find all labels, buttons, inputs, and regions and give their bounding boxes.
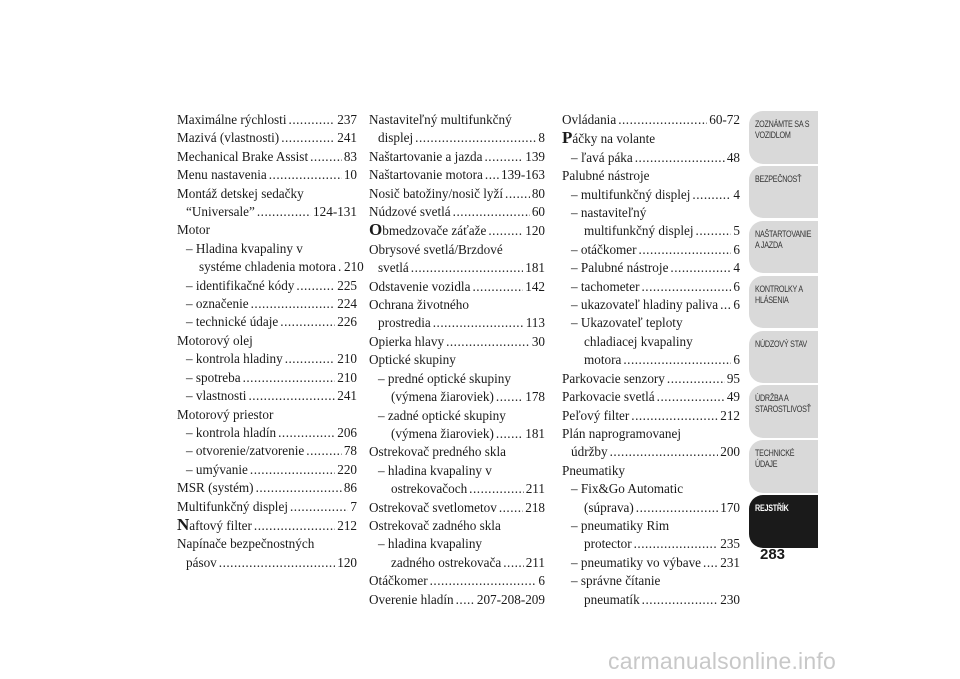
leader-dots [503, 554, 523, 572]
index-entry [562, 388, 740, 406]
index-entry [369, 480, 545, 498]
chapter-tab-label: NÚDZOVÝ STAV [755, 338, 807, 349]
index-entry [562, 278, 740, 296]
index-entry-text: – hladina kvapaliny v [378, 462, 492, 478]
leader-dots [499, 499, 523, 517]
index-entry [562, 407, 740, 425]
chapter-tab-label: ÚDRŽBA A STAROSTLIVOSŤ [755, 393, 811, 415]
leader-dots [280, 313, 335, 331]
index-entry [562, 241, 740, 259]
index-entry-text: – Palubné nástroje [571, 260, 669, 276]
leader-dots [618, 111, 707, 129]
index-entry-text: Mechanical Brake Assist [177, 148, 309, 164]
index-entry-text: Motor [177, 222, 210, 238]
index-entry [562, 535, 740, 553]
index-entry [562, 591, 740, 609]
index-entry-text: Napínače bezpečnostných [177, 536, 315, 552]
index-entry-text: Overenie hladín [369, 591, 454, 607]
chapter-tab[interactable] [749, 111, 818, 164]
leader-dots [306, 442, 342, 460]
leader-dots [696, 222, 732, 240]
index-entry [177, 516, 357, 535]
leader-dots [446, 333, 530, 351]
index-entry-text: Optické skupiny [369, 352, 456, 368]
index-entry-text: “Universale” [186, 204, 255, 220]
leader-dots [635, 149, 725, 167]
index-entry-page: 178 [525, 389, 545, 405]
index-entry-text: – označenie [186, 296, 249, 312]
index-entry [177, 424, 357, 442]
leader-dots [623, 351, 731, 369]
index-entry-text: Ostrekovač svetlometov [369, 499, 497, 515]
index-entry-text: Nastaviteľný multifunkčný [369, 112, 512, 127]
leader-dots [257, 203, 311, 221]
index-entry-text: Multifunkčný displej [177, 498, 288, 514]
index-entry-text: – tachometer [571, 278, 640, 294]
index-entry [562, 296, 740, 314]
leader-dots [243, 369, 336, 387]
index-entry-text: – zadné optické skupiny [378, 407, 506, 423]
index-entry [369, 333, 545, 351]
index-entry [562, 425, 740, 443]
index-entry [369, 296, 545, 314]
index-entry-text: multifunkčný displej [584, 223, 694, 239]
index-entry [177, 240, 357, 258]
index-entry-text: Palubné nástroje [562, 168, 650, 184]
index-entry-page: 210 [337, 369, 357, 385]
leader-dots [636, 499, 718, 517]
index-entry-page: 212 [337, 517, 357, 533]
index-entry-text: Odstavenie vozidla [369, 278, 471, 294]
index-entry [177, 535, 357, 553]
index-entry-page: 241 [337, 130, 357, 146]
index-entry-page: 211 [525, 481, 545, 497]
index-entry [177, 406, 357, 424]
index-entry-text: – spotreba [186, 369, 241, 385]
index-entry [177, 221, 357, 239]
index-entry-text [562, 129, 655, 148]
leader-dots [254, 517, 335, 535]
index-entry-text: ostrekovačoch [391, 481, 468, 497]
index-entry [177, 387, 357, 405]
index-entry-text: Pneumatiky [562, 462, 626, 478]
index-entry [369, 370, 545, 388]
leader-dots [657, 388, 725, 406]
index-entry-text: svetlá [378, 260, 409, 276]
leader-dots [250, 461, 335, 479]
index-entry [369, 517, 545, 535]
index-entry-page: 181 [525, 425, 545, 441]
index-entry-text: – otvorenie/zatvorenie [186, 443, 305, 459]
index-entry-page: 220 [337, 461, 357, 477]
index-entry-page: 60 [531, 204, 545, 220]
index-column-3 [562, 111, 740, 609]
index-entry-page: 60-72 [709, 112, 740, 127]
chapter-tab-sidebar [749, 111, 818, 550]
index-entry-text: – pneumatiky vo výbave [571, 554, 702, 570]
index-entry [562, 129, 740, 148]
leader-dots [641, 278, 731, 296]
index-entry [177, 479, 357, 497]
chapter-tab-label: NAŠTARTOVANIE A JAZDA [755, 228, 812, 250]
index-column-2 [369, 111, 545, 609]
chapter-tab[interactable] [749, 221, 818, 274]
index-entry-page: 6 [733, 352, 740, 368]
index-entry-text: chladiacej kvapaliny [584, 333, 693, 349]
index-entry-page: 211 [525, 554, 545, 570]
index-entry [177, 295, 357, 313]
index-entry-page: 30 [531, 333, 545, 349]
index-entry [177, 258, 364, 276]
leader-dots [670, 259, 731, 277]
index-entry [562, 167, 740, 185]
index-entry [177, 129, 357, 147]
chapter-tab[interactable] [749, 495, 818, 548]
index-entry [369, 129, 545, 147]
index-entry [177, 350, 357, 368]
index-entry-rest: áčky na volante [572, 131, 656, 147]
index-entry [369, 278, 545, 296]
index-entry-text: – kontrola hladín [186, 424, 277, 440]
index-entry [562, 204, 740, 222]
index-entry [369, 241, 545, 259]
index-entry-page: 120 [337, 554, 357, 570]
index-entry [177, 332, 357, 350]
chapter-tab-label: ZOZNÁMTE SA S VOZIDLOM [755, 119, 810, 140]
index-entry-text: – otáčkomer [571, 241, 637, 257]
index-entry [369, 221, 545, 240]
index-entry [177, 148, 357, 166]
index-entry [177, 442, 357, 460]
index-entry [369, 591, 545, 609]
index-entry-page: 49 [726, 389, 740, 405]
index-entry-page: 86 [343, 480, 357, 496]
index-entry-page: 225 [337, 277, 357, 293]
leader-dots [411, 259, 523, 277]
index-entry-text: protector [584, 536, 632, 552]
leader-dots [256, 479, 342, 497]
index-entry-page: 142 [525, 278, 545, 294]
index-entry-text: – hladina kvapaliny [378, 536, 483, 552]
index-entry-text: Maximálne rýchlosti [177, 112, 287, 127]
index-entry-text: Mazivá (vlastnosti) [177, 130, 280, 146]
leader-dots [281, 129, 335, 147]
index-entry [369, 259, 545, 277]
index-entry-text: motora [584, 352, 622, 368]
index-entry-text: Núdzové svetlá [369, 204, 451, 220]
index-entry-page: 231 [720, 554, 740, 570]
index-entry-page: 95 [726, 370, 740, 386]
leader-dots [285, 350, 336, 368]
leader-dots [456, 591, 475, 609]
index-entry [177, 166, 357, 184]
index-entry [562, 517, 740, 535]
chapter-tab[interactable] [749, 331, 818, 384]
index-letter-initial: O [369, 220, 383, 240]
chapter-tab[interactable] [749, 166, 818, 219]
index-entry-page: 224 [337, 296, 357, 312]
index-entry-page: 6 [733, 297, 740, 313]
leader-dots [505, 185, 530, 203]
index-entry [177, 111, 357, 129]
index-entry-text: displej [378, 130, 414, 146]
index-entry [369, 203, 545, 221]
index-entry-page: 206 [337, 424, 357, 440]
index-entry [369, 111, 545, 129]
index-entry [562, 499, 740, 517]
index-entry-page: 48 [726, 149, 740, 165]
index-entry-text: Ovládania [562, 112, 617, 127]
chapter-tab-label: BEZPEČNOSŤ [755, 173, 802, 184]
leader-dots [496, 425, 523, 443]
index-entry [177, 554, 357, 572]
index-entry-page: 6 [538, 573, 545, 589]
index-entry [369, 572, 545, 590]
index-entry-text: MSR (systém) [177, 480, 254, 496]
index-entry-text: Plán naprogramovanej [562, 425, 682, 441]
index-entry-page: 83 [343, 148, 357, 164]
index-entry-text: – nastaviteľný [571, 205, 647, 221]
leader-dots [310, 148, 342, 166]
leader-dots [485, 148, 524, 166]
index-entry-text: – Fix&Go Automatic [571, 481, 684, 497]
index-entry-page: 7 [350, 498, 357, 514]
index-entry-text: (výmena žiaroviek) [391, 425, 494, 441]
index-entry-page: 170 [720, 499, 740, 515]
index-entry-page: 10 [343, 167, 357, 183]
leader-dots [415, 129, 536, 147]
index-entry-page: 6 [733, 241, 740, 257]
index-entry-page: 139-163 [501, 167, 545, 183]
index-entry-page: 124-131 [313, 204, 357, 220]
index-entry-text: Motorový olej [177, 332, 253, 348]
index-entry [369, 499, 545, 517]
index-entry-text: Parkovacie svetlá [562, 389, 655, 405]
index-entry-text: prostredia [378, 315, 431, 331]
leader-dots [433, 314, 524, 332]
index-letter-initial: P [562, 128, 573, 148]
index-entry-text: – Hladina kvapaliny v [186, 240, 303, 256]
index-entry [177, 461, 357, 479]
index-entry-text: pásov [186, 554, 217, 570]
index-entry-text: (súprava) [584, 499, 634, 515]
leader-dots [472, 278, 523, 296]
index-entry-page: 210 [337, 351, 357, 367]
chapter-tab[interactable] [749, 385, 818, 438]
index-entry-text: – pneumatiky Rim [571, 517, 670, 533]
leader-dots [251, 295, 336, 313]
index-entry-text: (výmena žiaroviek) [391, 389, 494, 405]
leader-dots [289, 111, 336, 129]
index-entry-page: 241 [337, 388, 357, 404]
leader-dots [692, 186, 731, 204]
index-entry [369, 535, 545, 553]
index-entry-page: 230 [720, 591, 740, 607]
leader-dots [469, 480, 524, 498]
index-entry-page: 235 [720, 536, 740, 552]
index-entry [369, 148, 545, 166]
leader-dots [269, 166, 342, 184]
index-entry [562, 222, 740, 240]
leader-dots [496, 388, 523, 406]
index-entry-page: 113 [525, 315, 545, 331]
index-letter-initial: N [177, 514, 190, 534]
leader-dots [338, 258, 342, 276]
index-entry [369, 554, 545, 572]
leader-dots [248, 387, 335, 405]
index-entry [369, 351, 545, 369]
index-entry-text [369, 221, 486, 240]
chapter-tab-label: TECHNICKÉ ÚDAJE [755, 448, 795, 470]
index-entry-page: 6 [733, 278, 740, 294]
index-entry-rest: bmedzovače záťaže [382, 223, 487, 239]
index-entry-page: 80 [531, 185, 545, 201]
index-entry-page: 120 [525, 223, 545, 239]
index-entry [562, 443, 740, 461]
chapter-tab-label: REJSTŘÍK [755, 503, 789, 514]
index-entry-text: – správne čítanie [571, 573, 661, 589]
index-entry-text: Otáčkomer [369, 573, 428, 589]
index-entry-text: – umývanie [186, 461, 248, 477]
index-entry [562, 149, 740, 167]
leader-dots [667, 370, 725, 388]
index-entry [562, 351, 740, 369]
index-entry [562, 111, 740, 129]
index-entry-text: Obrysové svetlá/Brzdové [369, 241, 503, 257]
index-entry-text: Opierka hlavy [369, 333, 445, 349]
index-entry [562, 333, 740, 351]
index-entry-text: Montáž detskej sedačky [177, 185, 304, 201]
index-entry [562, 370, 740, 388]
index-entry-page: 237 [337, 112, 357, 127]
index-entry-text: Naštartovanie motora [369, 167, 483, 183]
index-entry-text: systéme chladenia motora [199, 259, 336, 275]
index-entry-page: 210 [343, 259, 364, 275]
index-entry-page: 78 [343, 443, 357, 459]
index-entry-text: – Ukazovateľ teploty [571, 315, 683, 331]
index-entry-text: údržby [571, 444, 608, 460]
leader-dots [219, 554, 335, 572]
index-entry-page: 8 [538, 130, 545, 146]
index-entry [177, 185, 357, 203]
leader-dots [703, 554, 718, 572]
index-entry [177, 498, 357, 516]
leader-dots [278, 424, 335, 442]
index-entry-rest: aftový filter [189, 517, 252, 533]
index-entry-text: Ochrana životného [369, 297, 469, 313]
chapter-tab-label: KONTROLKY A HLÁSENIA [755, 283, 803, 305]
index-entry-page: 4 [733, 186, 740, 202]
index-entry-text: – technické údaje [186, 314, 279, 330]
index-entry-text: – ukazovateľ hladiny paliva [571, 297, 719, 313]
index-entry [177, 277, 357, 295]
index-entry [177, 203, 357, 221]
index-entry [369, 425, 545, 443]
index-entry-page: 139 [525, 148, 545, 164]
leader-dots [485, 166, 499, 184]
index-entry-text: Ostrekovač predného skla [369, 444, 506, 460]
index-entry-text: – identifikačné kódy [186, 277, 295, 293]
index-entry-text: zadného ostrekovača [391, 554, 502, 570]
index-entry [177, 313, 357, 331]
index-entry-text: Motorový priestor [177, 406, 274, 422]
index-entry [562, 186, 740, 204]
watermark: carmanualsonline.info [608, 648, 836, 674]
index-entry-page: 200 [720, 444, 740, 460]
index-entry-page: 212 [720, 407, 740, 423]
index-entry [562, 314, 740, 332]
leader-dots [488, 222, 523, 240]
page-number: 283 [760, 546, 786, 563]
leader-dots [642, 591, 719, 609]
index-entry-page: 207-208-209 [476, 591, 545, 607]
index-entry [369, 314, 545, 332]
index-entry-text: Nosič batožiny/nosič lyží [369, 185, 504, 201]
index-entry-text: – multifunkčný displej [571, 186, 691, 202]
index-column-1 [177, 111, 364, 572]
index-entry [562, 480, 740, 498]
leader-dots [453, 203, 530, 221]
index-entry-text: Ostrekovač zadného skla [369, 517, 501, 533]
index-entry-text: Parkovacie senzory [562, 370, 665, 386]
leader-dots [631, 407, 718, 425]
index-entry-text: Peľový filter [562, 407, 630, 423]
index-entry [369, 166, 545, 184]
index-entry-page: 181 [525, 260, 545, 276]
index-entry [177, 369, 357, 387]
leader-dots [290, 498, 348, 516]
index-entry-text: – vlastnosti [186, 388, 247, 404]
index-entry [562, 462, 740, 480]
leader-dots [720, 296, 731, 314]
index-entry-page: 226 [337, 314, 357, 330]
index-entry-page: 218 [525, 499, 545, 515]
chapter-tab[interactable] [749, 440, 818, 493]
index-entry-page: 5 [733, 223, 740, 239]
index-entry-text: – ľavá páka [571, 149, 633, 165]
leader-dots [610, 443, 719, 461]
index-entry [369, 462, 545, 480]
leader-dots [296, 277, 335, 295]
index-entry [369, 388, 545, 406]
index-entry [562, 259, 740, 277]
index-entry-text: Naštartovanie a jazda [369, 148, 483, 164]
index-entry-text: – predné optické skupiny [378, 370, 511, 386]
index-entry-text: Menu nastavenia [177, 167, 267, 183]
leader-dots [430, 572, 537, 590]
leader-dots [634, 535, 719, 553]
index-entry [562, 554, 740, 572]
index-entry [369, 443, 545, 461]
index-entry [369, 185, 545, 203]
index-entry [369, 407, 545, 425]
index-entry-page: 4 [733, 260, 740, 276]
leader-dots [639, 241, 732, 259]
index-entry-text: – kontrola hladiny [186, 351, 283, 367]
chapter-tab[interactable] [749, 276, 818, 329]
index-entry-text [177, 516, 252, 535]
index-entry-text: pneumatík [584, 591, 640, 607]
index-entry [562, 572, 740, 590]
